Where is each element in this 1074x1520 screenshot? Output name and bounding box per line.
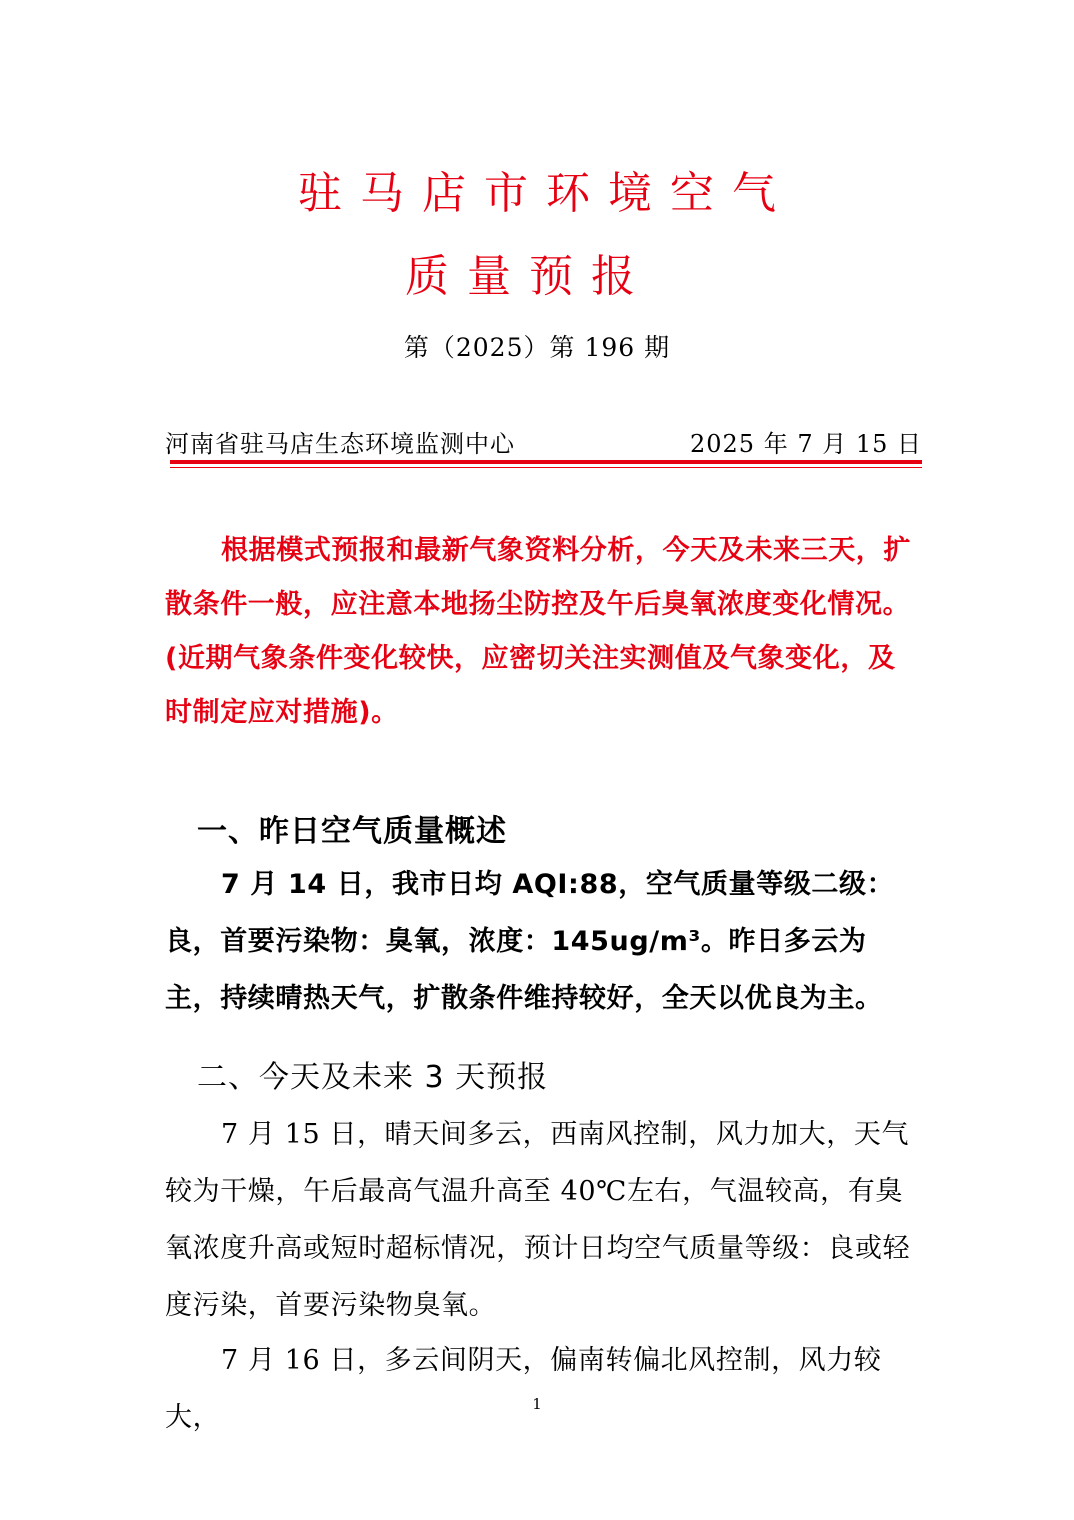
header-divider-thin xyxy=(170,467,922,468)
section-heading-yesterday: 一、昨日空气质量概述 xyxy=(197,814,507,849)
issue-date: 2025 年 7 月 15 日 xyxy=(690,430,923,458)
yesterday-summary-paragraph: 7 月 14 日，我市日均 AQI:88，空气质量等级二级：良，首要污染物：臭氧，浓度：145ug/m³。昨日多云为主，持续晴热天气，扩散条件维持较好，全天以优良为主。 xyxy=(165,869,895,1014)
issuing-organization: 河南省驻马店生态环境监测中心 xyxy=(165,430,515,458)
forecast-paragraph-jul16: 7 月 16 日，多云间阴天，偏南转偏北风控制，风力较大， xyxy=(165,1345,882,1433)
issue-number: 第（2025）第 196 期 xyxy=(403,333,671,362)
page-number: 1 xyxy=(532,1395,542,1413)
report-title-line1: 驻马店市环境空气 xyxy=(298,168,794,219)
forecast-paragraph-jul15: 7 月 15 日，晴天间多云，西南风控制，风力加大，天气较为干燥，午后最高气温升高至 40℃左右，气温较高，有臭氧浓度升高或短时超标情况，预计日均空气质量等级：良或轻度污染，首要污染物臭氧。 xyxy=(165,1119,911,1321)
section-heading-forecast: 二、今天及未来 3 天预报 xyxy=(197,1060,549,1095)
header-divider-thick xyxy=(170,460,922,464)
report-title-line2: 质量预报 xyxy=(405,251,653,302)
forecast-notice: 根据模式预报和最新气象资料分析，今天及未来三天，扩散条件一般，应注意本地扬尘防控及午后臭氧浓度变化情况。(近期气象条件变化较快，应密切关注实测值及气象变化，及时制定应对措施)。 xyxy=(165,535,911,728)
